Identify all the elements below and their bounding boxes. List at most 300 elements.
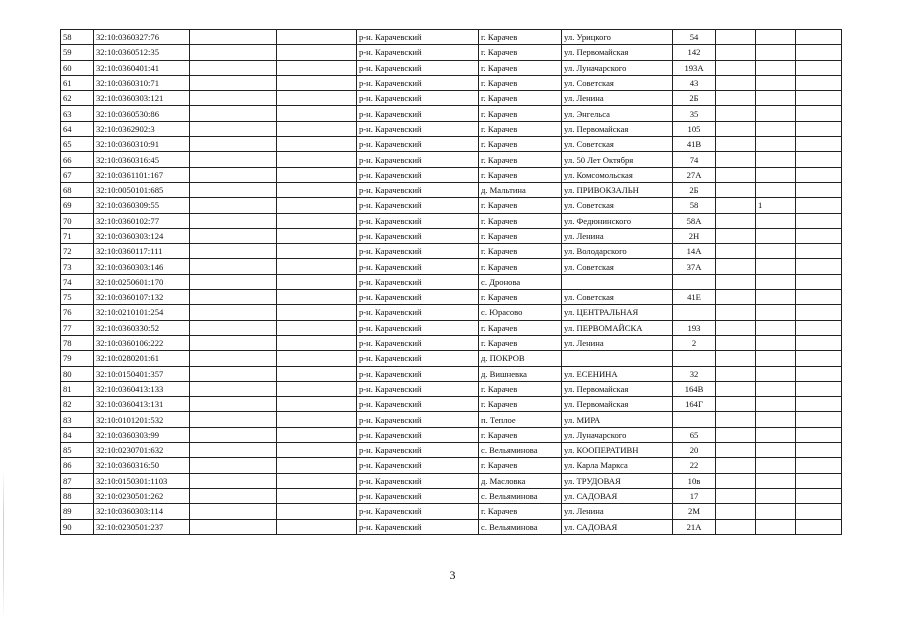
empty-cell (190, 182, 277, 197)
settlement-cell: г. Карачев (479, 152, 562, 167)
house-number-cell: 2Б (673, 182, 716, 197)
cadastral-number-cell: 32:10:0360330:52 (94, 320, 190, 335)
cadastral-number-cell: 32:10:0360413:133 (94, 381, 190, 396)
house-number-cell: 43 (673, 75, 716, 90)
house-number-cell: 54 (673, 30, 716, 45)
district-cell: р-н. Карачевский (357, 152, 479, 167)
house-number-cell: 164Г (673, 397, 716, 412)
cadastral-number-cell: 32:10:0230501:262 (94, 488, 190, 503)
district-cell: р-н. Карачевский (357, 91, 479, 106)
extra-cell (756, 228, 796, 243)
empty-cell (190, 75, 277, 90)
empty-cell (716, 488, 756, 503)
settlement-cell: г. Карачев (479, 397, 562, 412)
row-number-cell: 66 (61, 152, 94, 167)
empty-cell (190, 274, 277, 289)
cadastral-number-cell: 32:10:0360310:91 (94, 137, 190, 152)
scan-edge-mark (3, 470, 4, 620)
row-number-cell: 77 (61, 320, 94, 335)
empty-cell (716, 106, 756, 121)
table-row (61, 443, 842, 458)
table-row (61, 45, 842, 60)
house-number-cell: 193А (673, 60, 716, 75)
settlement-cell: с. Вельяминова (479, 443, 562, 458)
empty-cell (190, 335, 277, 350)
street-cell (562, 351, 673, 366)
row-number-cell: 61 (61, 75, 94, 90)
empty-cell (190, 351, 277, 366)
district-cell: р-н. Карачевский (357, 427, 479, 442)
empty-cell (796, 244, 842, 259)
house-number-cell: 2 (673, 335, 716, 350)
street-cell: ул. ПЕРВОМАЙСКА (562, 320, 673, 335)
empty-cell (277, 427, 357, 442)
settlement-cell: г. Карачев (479, 290, 562, 305)
house-number-cell: 164В (673, 381, 716, 396)
empty-cell (277, 30, 357, 45)
empty-cell (190, 458, 277, 473)
house-number-cell: 193 (673, 320, 716, 335)
empty-cell (277, 106, 357, 121)
empty-cell (796, 458, 842, 473)
table-row (61, 351, 842, 366)
cadastral-number-cell: 32:10:0360310:71 (94, 75, 190, 90)
empty-cell (277, 75, 357, 90)
empty-cell (277, 45, 357, 60)
empty-cell (796, 228, 842, 243)
house-number-cell: 74 (673, 152, 716, 167)
street-cell: ул. Первомайская (562, 397, 673, 412)
empty-cell (716, 412, 756, 427)
empty-cell (796, 30, 842, 45)
table-row (61, 228, 842, 243)
street-cell: ул. САДОВАЯ (562, 488, 673, 503)
row-number-cell: 74 (61, 274, 94, 289)
table-row (61, 182, 842, 197)
empty-cell (190, 45, 277, 60)
empty-cell (277, 519, 357, 534)
extra-cell (756, 213, 796, 228)
street-cell: ул. 50 Лет Октября (562, 152, 673, 167)
settlement-cell: г. Карачев (479, 213, 562, 228)
district-cell: р-н. Карачевский (357, 30, 479, 45)
street-cell: ул. ЕСЕНИНА (562, 366, 673, 381)
empty-cell (716, 458, 756, 473)
empty-cell (277, 167, 357, 182)
street-cell: ул. МИРА (562, 412, 673, 427)
street-cell: ул. Урицкого (562, 30, 673, 45)
empty-cell (716, 305, 756, 320)
extra-cell (756, 412, 796, 427)
extra-cell (756, 488, 796, 503)
empty-cell (716, 152, 756, 167)
empty-cell (796, 45, 842, 60)
cadastral-number-cell: 32:10:0360316:45 (94, 152, 190, 167)
extra-cell (756, 320, 796, 335)
cadastral-number-cell: 32:10:0230701:632 (94, 443, 190, 458)
cadastral-number-cell: 32:10:0360303:99 (94, 427, 190, 442)
empty-cell (190, 30, 277, 45)
cadastral-number-cell: 32:10:0360117:111 (94, 244, 190, 259)
cadastral-number-cell: 32:10:0360316:50 (94, 458, 190, 473)
cadastral-number-cell: 32:10:0360327:76 (94, 30, 190, 45)
settlement-cell: г. Карачев (479, 381, 562, 396)
house-number-cell (673, 305, 716, 320)
table-row (61, 381, 842, 396)
empty-cell (277, 366, 357, 381)
house-number-cell: 41Е (673, 290, 716, 305)
empty-cell (277, 381, 357, 396)
empty-cell (190, 228, 277, 243)
empty-cell (190, 412, 277, 427)
empty-cell (190, 366, 277, 381)
table-row (61, 213, 842, 228)
empty-cell (796, 75, 842, 90)
table-row (61, 244, 842, 259)
empty-cell (277, 290, 357, 305)
street-cell: ул. Советская (562, 75, 673, 90)
district-cell: р-н. Карачевский (357, 473, 479, 488)
empty-cell (277, 397, 357, 412)
row-number-cell: 70 (61, 213, 94, 228)
street-cell: ул. Первомайская (562, 381, 673, 396)
settlement-cell: г. Карачев (479, 427, 562, 442)
table-row (61, 259, 842, 274)
empty-cell (796, 137, 842, 152)
empty-cell (716, 335, 756, 350)
district-cell: р-н. Карачевский (357, 167, 479, 182)
extra-cell (756, 335, 796, 350)
cadastral-number-cell: 32:10:0280201:61 (94, 351, 190, 366)
extra-cell (756, 137, 796, 152)
district-cell: р-н. Карачевский (357, 244, 479, 259)
district-cell: р-н. Карачевский (357, 106, 479, 121)
empty-cell (277, 274, 357, 289)
row-number-cell: 62 (61, 91, 94, 106)
house-number-cell: 2Б (673, 91, 716, 106)
table-row (61, 488, 842, 503)
table-row (61, 320, 842, 335)
settlement-cell: г. Карачев (479, 228, 562, 243)
empty-cell (796, 152, 842, 167)
row-number-cell: 69 (61, 198, 94, 213)
row-number-cell: 73 (61, 259, 94, 274)
district-cell: р-н. Карачевский (357, 305, 479, 320)
empty-cell (716, 274, 756, 289)
empty-cell (796, 290, 842, 305)
street-cell: ул. Энгельса (562, 106, 673, 121)
cadastral-number-cell: 32:10:0362902:3 (94, 121, 190, 136)
empty-cell (716, 60, 756, 75)
empty-cell (796, 121, 842, 136)
extra-cell (756, 427, 796, 442)
empty-cell (190, 397, 277, 412)
extra-cell (756, 290, 796, 305)
empty-cell (716, 244, 756, 259)
empty-cell (716, 519, 756, 534)
empty-cell (796, 351, 842, 366)
empty-cell (796, 182, 842, 197)
row-number-cell: 67 (61, 167, 94, 182)
row-number-cell: 60 (61, 60, 94, 75)
empty-cell (796, 274, 842, 289)
district-cell: р-н. Карачевский (357, 443, 479, 458)
house-number-cell (673, 274, 716, 289)
extra-cell (756, 30, 796, 45)
street-cell: ул. Советская (562, 198, 673, 213)
table-row (61, 152, 842, 167)
empty-cell (277, 213, 357, 228)
cadastral-number-cell: 32:10:0230501:237 (94, 519, 190, 534)
empty-cell (716, 427, 756, 442)
table-row (61, 366, 842, 381)
house-number-cell: 142 (673, 45, 716, 60)
empty-cell (796, 91, 842, 106)
cadastral-number-cell: 32:10:0360303:124 (94, 228, 190, 243)
street-cell: ул. Ленина (562, 504, 673, 519)
street-cell: ул. КООПЕРАТИВН (562, 443, 673, 458)
row-number-cell: 65 (61, 137, 94, 152)
district-cell: р-н. Карачевский (357, 519, 479, 534)
empty-cell (277, 259, 357, 274)
empty-cell (716, 198, 756, 213)
settlement-cell: г. Карачев (479, 167, 562, 182)
empty-cell (190, 167, 277, 182)
settlement-cell: д. ПОКРОВ (479, 351, 562, 366)
table-body (61, 30, 842, 535)
empty-cell (796, 335, 842, 350)
district-cell: р-н. Карачевский (357, 458, 479, 473)
extra-cell (756, 152, 796, 167)
empty-cell (716, 137, 756, 152)
settlement-cell: г. Карачев (479, 320, 562, 335)
district-cell: р-н. Карачевский (357, 320, 479, 335)
district-cell: р-н. Карачевский (357, 45, 479, 60)
street-cell: ул. ЦЕНТРАЛЬНАЯ (562, 305, 673, 320)
street-cell: ул. Ленина (562, 335, 673, 350)
empty-cell (277, 60, 357, 75)
table-row (61, 75, 842, 90)
settlement-cell: г. Карачев (479, 335, 562, 350)
settlement-cell: с. Дронова (479, 274, 562, 289)
empty-cell (277, 137, 357, 152)
cadastral-number-cell: 32:10:0361101:167 (94, 167, 190, 182)
row-number-cell: 90 (61, 519, 94, 534)
empty-cell (716, 30, 756, 45)
house-number-cell: 58 (673, 198, 716, 213)
row-number-cell: 86 (61, 458, 94, 473)
row-number-cell: 63 (61, 106, 94, 121)
empty-cell (277, 443, 357, 458)
table-row (61, 137, 842, 152)
district-cell: р-н. Карачевский (357, 397, 479, 412)
extra-cell (756, 351, 796, 366)
cadastral-number-cell: 32:10:0360102:77 (94, 213, 190, 228)
row-number-cell: 68 (61, 182, 94, 197)
empty-cell (796, 259, 842, 274)
house-number-cell (673, 412, 716, 427)
settlement-cell: г. Карачев (479, 458, 562, 473)
cadastral-number-cell: 32:10:0210101:254 (94, 305, 190, 320)
house-number-cell: 22 (673, 458, 716, 473)
empty-cell (190, 443, 277, 458)
empty-cell (716, 45, 756, 60)
extra-cell (756, 305, 796, 320)
empty-cell (716, 213, 756, 228)
street-cell: ул. Ленина (562, 228, 673, 243)
extra-cell: 1 (756, 198, 796, 213)
empty-cell (796, 504, 842, 519)
cadastral-number-cell: 32:10:0360106:222 (94, 335, 190, 350)
district-cell: р-н. Карачевский (357, 182, 479, 197)
empty-cell (716, 397, 756, 412)
district-cell: р-н. Карачевский (357, 290, 479, 305)
extra-cell (756, 519, 796, 534)
table-row (61, 274, 842, 289)
settlement-cell: г. Карачев (479, 259, 562, 274)
empty-cell (277, 182, 357, 197)
empty-cell (796, 412, 842, 427)
settlement-cell: г. Карачев (479, 137, 562, 152)
row-number-cell: 87 (61, 473, 94, 488)
empty-cell (190, 213, 277, 228)
empty-cell (796, 320, 842, 335)
empty-cell (716, 182, 756, 197)
row-number-cell: 81 (61, 381, 94, 396)
empty-cell (190, 121, 277, 136)
settlement-cell: г. Карачев (479, 91, 562, 106)
cadastral-number-cell: 32:10:0360303:121 (94, 91, 190, 106)
empty-cell (190, 305, 277, 320)
district-cell: р-н. Карачевский (357, 259, 479, 274)
cadastral-number-cell: 32:10:0250601:170 (94, 274, 190, 289)
extra-cell (756, 60, 796, 75)
street-cell: ул. Комсомольская (562, 167, 673, 182)
row-number-cell: 85 (61, 443, 94, 458)
row-number-cell: 71 (61, 228, 94, 243)
settlement-cell: г. Карачев (479, 504, 562, 519)
street-cell: ул. Советская (562, 137, 673, 152)
district-cell: р-н. Карачевский (357, 198, 479, 213)
empty-cell (796, 198, 842, 213)
extra-cell (756, 443, 796, 458)
table-row (61, 91, 842, 106)
extra-cell (756, 274, 796, 289)
empty-cell (796, 305, 842, 320)
settlement-cell: г. Карачев (479, 30, 562, 45)
empty-cell (277, 121, 357, 136)
empty-cell (796, 167, 842, 182)
settlement-cell: д. Вишневка (479, 366, 562, 381)
row-number-cell: 89 (61, 504, 94, 519)
house-number-cell: 21А (673, 519, 716, 534)
settlement-cell: г. Карачев (479, 198, 562, 213)
cadastral-number-cell: 32:10:0360303:114 (94, 504, 190, 519)
empty-cell (277, 458, 357, 473)
empty-cell (190, 519, 277, 534)
property-register-table (60, 29, 842, 535)
street-cell: ул. Карла Маркса (562, 458, 673, 473)
cadastral-number-cell: 32:10:0150301:1103 (94, 473, 190, 488)
empty-cell (796, 427, 842, 442)
empty-cell (277, 412, 357, 427)
empty-cell (716, 366, 756, 381)
empty-cell (190, 91, 277, 106)
table-row (61, 412, 842, 427)
table-row (61, 519, 842, 534)
empty-cell (796, 397, 842, 412)
street-cell: ул. Луначарского (562, 427, 673, 442)
empty-cell (277, 488, 357, 503)
street-cell: ул. ПРИВОКЗАЛЬН (562, 182, 673, 197)
empty-cell (190, 504, 277, 519)
page-number: 3 (449, 568, 456, 582)
empty-cell (796, 381, 842, 396)
district-cell: р-н. Карачевский (357, 366, 479, 381)
settlement-cell: г. Карачев (479, 106, 562, 121)
house-number-cell: 105 (673, 121, 716, 136)
empty-cell (190, 244, 277, 259)
house-number-cell: 65 (673, 427, 716, 442)
empty-cell (796, 366, 842, 381)
extra-cell (756, 473, 796, 488)
extra-cell (756, 45, 796, 60)
settlement-cell: с. Юрасово (479, 305, 562, 320)
extra-cell (756, 91, 796, 106)
cadastral-number-cell: 32:10:0360401:41 (94, 60, 190, 75)
district-cell: р-н. Карачевский (357, 335, 479, 350)
empty-cell (190, 198, 277, 213)
extra-cell (756, 259, 796, 274)
district-cell: р-н. Карачевский (357, 504, 479, 519)
empty-cell (277, 228, 357, 243)
settlement-cell: г. Карачев (479, 121, 562, 136)
row-number-cell: 72 (61, 244, 94, 259)
district-cell: р-н. Карачевский (357, 488, 479, 503)
empty-cell (796, 519, 842, 534)
settlement-cell: с. Вельяминова (479, 519, 562, 534)
extra-cell (756, 182, 796, 197)
house-number-cell: 27А (673, 167, 716, 182)
empty-cell (277, 473, 357, 488)
house-number-cell: 41В (673, 137, 716, 152)
house-number-cell: 20 (673, 443, 716, 458)
empty-cell (716, 121, 756, 136)
table-row (61, 290, 842, 305)
street-cell: ул. ТРУДОВАЯ (562, 473, 673, 488)
district-cell: р-н. Карачевский (357, 381, 479, 396)
settlement-cell: г. Карачев (479, 75, 562, 90)
row-number-cell: 79 (61, 351, 94, 366)
empty-cell (796, 60, 842, 75)
settlement-cell: г. Карачев (479, 45, 562, 60)
settlement-cell: г. Карачев (479, 244, 562, 259)
extra-cell (756, 458, 796, 473)
street-cell (562, 274, 673, 289)
empty-cell (716, 351, 756, 366)
table-row (61, 30, 842, 45)
cadastral-number-cell: 32:10:0101201:532 (94, 412, 190, 427)
empty-cell (277, 305, 357, 320)
row-number-cell: 88 (61, 488, 94, 503)
empty-cell (277, 335, 357, 350)
table-row (61, 121, 842, 136)
table-row (61, 504, 842, 519)
empty-cell (190, 427, 277, 442)
row-number-cell: 64 (61, 121, 94, 136)
table-row (61, 458, 842, 473)
house-number-cell (673, 351, 716, 366)
